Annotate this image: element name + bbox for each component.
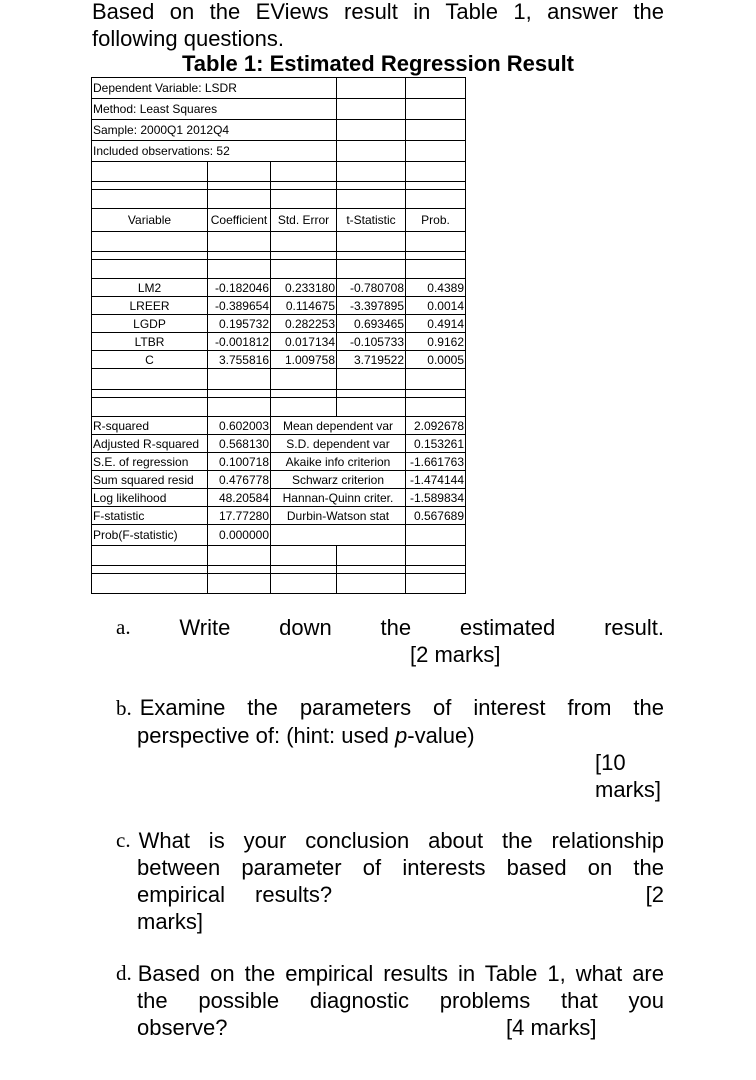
blank-row bbox=[92, 398, 466, 417]
empty-cell bbox=[406, 182, 466, 190]
empty-cell bbox=[92, 398, 208, 417]
empty-cell bbox=[406, 99, 466, 120]
coefficient-value: 3.755816 bbox=[208, 351, 271, 369]
empty-cell bbox=[337, 99, 406, 120]
coefficient-value: 0.114675 bbox=[271, 297, 337, 315]
coefficient-value: -0.780708 bbox=[337, 279, 406, 297]
empty-cell bbox=[406, 260, 466, 279]
coefficient-row bbox=[92, 279, 466, 297]
coefficient-row bbox=[92, 351, 466, 369]
empty-cell bbox=[271, 232, 337, 252]
coefficient-value: 0.4389 bbox=[406, 279, 466, 297]
question-d-text-3: observe? bbox=[137, 1015, 228, 1040]
question-c-marks-2: marks] bbox=[137, 909, 203, 934]
question-d-word: the bbox=[137, 988, 168, 1013]
meta-cell: Included observations: 52 bbox=[92, 141, 337, 162]
meta-row bbox=[92, 78, 466, 99]
statistic-value: 0.100718 bbox=[208, 453, 271, 471]
statistic-row bbox=[92, 507, 466, 525]
empty-cell bbox=[406, 566, 466, 574]
statistic-value: 2.092678 bbox=[406, 417, 466, 435]
coefficient-value: 0.9162 bbox=[406, 333, 466, 351]
variable-name: LTBR bbox=[92, 333, 208, 351]
empty-cell bbox=[208, 398, 271, 417]
empty-cell bbox=[406, 369, 466, 390]
empty-cell bbox=[271, 546, 337, 566]
statistic-value bbox=[406, 525, 466, 546]
column-header: t-Statistic bbox=[337, 209, 406, 232]
empty-cell bbox=[406, 546, 466, 566]
empty-cell bbox=[92, 252, 208, 260]
blank-row bbox=[92, 574, 466, 594]
empty-cell bbox=[271, 566, 337, 574]
blank-row bbox=[92, 369, 466, 390]
variable-name: C bbox=[92, 351, 208, 369]
empty-cell bbox=[406, 162, 466, 182]
question-d-word: you bbox=[628, 988, 664, 1013]
empty-cell bbox=[271, 574, 337, 594]
empty-cell bbox=[208, 566, 271, 574]
statistic-label: F-statistic bbox=[92, 507, 208, 525]
statistic-value: -1.661763 bbox=[406, 453, 466, 471]
coefficient-row bbox=[92, 297, 466, 315]
question-d-marks: [4 marks] bbox=[506, 1015, 597, 1040]
statistic-label: Mean dependent var bbox=[271, 417, 406, 435]
question-b-line-1 bbox=[116, 694, 664, 722]
statistic-value: 17.77280 bbox=[208, 507, 271, 525]
statistic-row bbox=[92, 417, 466, 435]
empty-cell bbox=[208, 369, 271, 390]
variable-name: LM2 bbox=[92, 279, 208, 297]
empty-cell bbox=[406, 120, 466, 141]
empty-cell bbox=[337, 78, 406, 99]
question-b-italic-p: p bbox=[395, 723, 408, 748]
question-b-marks-1: [10 bbox=[595, 750, 626, 775]
coefficient-row bbox=[92, 315, 466, 333]
empty-cell bbox=[271, 162, 337, 182]
empty-cell bbox=[92, 162, 208, 182]
question-d-word: possible bbox=[198, 988, 280, 1013]
empty-cell bbox=[406, 232, 466, 252]
column-header: Std. Error bbox=[271, 209, 337, 232]
meta-cell: Sample: 2000Q1 2012Q4 bbox=[92, 120, 337, 141]
empty-cell bbox=[92, 232, 208, 252]
statistic-label: Adjusted R-squared bbox=[92, 435, 208, 453]
empty-cell bbox=[208, 252, 271, 260]
column-header: Variable bbox=[92, 209, 208, 232]
statistic-value: -1.589834 bbox=[406, 489, 466, 507]
coefficient-value: 0.017134 bbox=[271, 333, 337, 351]
empty-cell bbox=[208, 546, 271, 566]
column-header: Prob. bbox=[406, 209, 466, 232]
statistic-value: 0.567689 bbox=[406, 507, 466, 525]
empty-cell bbox=[271, 260, 337, 279]
blank-row bbox=[92, 260, 466, 279]
empty-cell bbox=[406, 390, 466, 398]
coefficient-value: 0.0005 bbox=[406, 351, 466, 369]
statistic-label: Akaike info criterion bbox=[271, 453, 406, 471]
empty-cell bbox=[337, 390, 406, 398]
meta-cell: Dependent Variable: LSDR bbox=[92, 78, 337, 99]
statistic-row bbox=[92, 453, 466, 471]
empty-cell bbox=[208, 182, 271, 190]
empty-cell bbox=[208, 190, 271, 209]
empty-cell bbox=[271, 190, 337, 209]
meta-row bbox=[92, 120, 466, 141]
empty-cell bbox=[337, 141, 406, 162]
coefficient-value: -3.397895 bbox=[337, 297, 406, 315]
empty-cell bbox=[337, 566, 406, 574]
instructions-line-2: following questions. bbox=[92, 26, 285, 51]
blank-row bbox=[92, 232, 466, 252]
statistic-label: Log likelihood bbox=[92, 489, 208, 507]
question-c-marks-1: [2 bbox=[645, 882, 664, 907]
question-c-line-3 bbox=[116, 881, 664, 908]
statistic-label: Schwarz criterion bbox=[271, 471, 406, 489]
question-c-text-2: between parameter of interests based on the bbox=[137, 855, 664, 880]
statistic-value: 0.153261 bbox=[406, 435, 466, 453]
coefficient-value: 0.195732 bbox=[208, 315, 271, 333]
coefficient-value: 1.009758 bbox=[271, 351, 337, 369]
question-a-word: Write bbox=[179, 615, 231, 640]
question-a-label: a. bbox=[116, 615, 131, 639]
empty-cell bbox=[92, 574, 208, 594]
separator-row bbox=[92, 390, 466, 398]
statistic-value: 48.20584 bbox=[208, 489, 271, 507]
variable-name: LREER bbox=[92, 297, 208, 315]
empty-cell bbox=[271, 398, 337, 417]
statistic-row bbox=[92, 471, 466, 489]
variable-name: LGDP bbox=[92, 315, 208, 333]
question-a bbox=[116, 614, 664, 668]
question-d-line-2 bbox=[116, 987, 664, 1014]
statistic-value: -1.474144 bbox=[406, 471, 466, 489]
question-a-line bbox=[116, 614, 664, 641]
statistic-label bbox=[271, 525, 406, 546]
empty-cell bbox=[208, 232, 271, 252]
coefficient-value: 3.719522 bbox=[337, 351, 406, 369]
statistic-label: Sum squared resid bbox=[92, 471, 208, 489]
question-c bbox=[116, 827, 664, 935]
question-b-text-3: -value) bbox=[407, 723, 475, 748]
empty-cell bbox=[271, 390, 337, 398]
empty-cell bbox=[337, 252, 406, 260]
coefficient-value: 0.0014 bbox=[406, 297, 466, 315]
blank-row bbox=[92, 190, 466, 209]
statistic-row bbox=[92, 435, 466, 453]
instructions bbox=[92, 0, 664, 52]
empty-cell bbox=[406, 141, 466, 162]
statistic-row bbox=[92, 489, 466, 507]
question-b bbox=[116, 694, 664, 803]
empty-cell bbox=[92, 566, 208, 574]
question-b-text-1: Examine the parameters of interest from the bbox=[139, 695, 664, 720]
empty-cell bbox=[337, 398, 406, 417]
question-b-marks-2: marks] bbox=[595, 777, 661, 802]
empty-cell bbox=[92, 260, 208, 279]
question-d-word: diagnostic bbox=[309, 988, 409, 1013]
coefficient-value: -0.182046 bbox=[208, 279, 271, 297]
question-d-line-3 bbox=[116, 1014, 664, 1041]
question-d-text-1: Based on the empirical results in Table 1, what are bbox=[137, 961, 664, 986]
empty-cell bbox=[208, 260, 271, 279]
coefficient-value: -0.001812 bbox=[208, 333, 271, 351]
question-a-word: down bbox=[279, 615, 332, 640]
regression-table bbox=[91, 77, 466, 594]
statistic-value: 0.000000 bbox=[208, 525, 271, 546]
statistic-value: 0.476778 bbox=[208, 471, 271, 489]
empty-cell bbox=[337, 190, 406, 209]
question-d bbox=[116, 960, 664, 1041]
statistic-label: Prob(F-statistic) bbox=[92, 525, 208, 546]
empty-cell bbox=[337, 232, 406, 252]
question-c-word: empirical bbox=[137, 882, 226, 907]
question-c-label: c. bbox=[116, 828, 131, 852]
statistic-label: S.E. of regression bbox=[92, 453, 208, 471]
question-c-word: results? bbox=[255, 882, 333, 907]
empty-cell bbox=[271, 182, 337, 190]
question-b-text-2: perspective of: (hint: used bbox=[137, 723, 396, 748]
separator-row bbox=[92, 566, 466, 574]
empty-cell bbox=[337, 369, 406, 390]
question-d-word: problems bbox=[439, 988, 531, 1013]
table-title: Table 1: Estimated Regression Result bbox=[181, 51, 575, 76]
meta-cell: Method: Least Squares bbox=[92, 99, 337, 120]
instructions-line-1: Based on the EViews result in Table 1, answer the bbox=[92, 0, 664, 24]
question-d-line-1 bbox=[116, 960, 664, 987]
empty-cell bbox=[337, 574, 406, 594]
question-b-line-2 bbox=[116, 722, 664, 749]
statistic-label: S.D. dependent var bbox=[271, 435, 406, 453]
statistic-label: R-squared bbox=[92, 417, 208, 435]
separator-row bbox=[92, 252, 466, 260]
column-header: Coefficient bbox=[208, 209, 271, 232]
question-c-text-1: What is your conclusion about the relationship bbox=[138, 828, 664, 853]
header-row bbox=[92, 209, 466, 232]
meta-row bbox=[92, 141, 466, 162]
empty-cell bbox=[92, 190, 208, 209]
empty-cell bbox=[337, 546, 406, 566]
empty-cell bbox=[406, 252, 466, 260]
question-a-marks: [2 marks] bbox=[410, 642, 501, 667]
statistic-row bbox=[92, 525, 466, 546]
coefficient-value: 0.282253 bbox=[271, 315, 337, 333]
coefficient-value: 0.693465 bbox=[337, 315, 406, 333]
empty-cell bbox=[92, 546, 208, 566]
coefficient-value: -0.105733 bbox=[337, 333, 406, 351]
empty-cell bbox=[271, 369, 337, 390]
statistic-label: Durbin-Watson stat bbox=[271, 507, 406, 525]
question-a-word: estimated bbox=[459, 615, 556, 640]
meta-row bbox=[92, 99, 466, 120]
empty-cell bbox=[92, 390, 208, 398]
empty-cell bbox=[406, 78, 466, 99]
empty-cell bbox=[337, 260, 406, 279]
empty-cell bbox=[208, 574, 271, 594]
question-d-word: that bbox=[561, 988, 598, 1013]
empty-cell bbox=[337, 182, 406, 190]
coefficient-row bbox=[92, 333, 466, 351]
separator-row bbox=[92, 182, 466, 190]
blank-row bbox=[92, 546, 466, 566]
question-a-word: result. bbox=[604, 615, 664, 640]
coefficient-value: -0.389654 bbox=[208, 297, 271, 315]
empty-cell bbox=[271, 252, 337, 260]
question-c-line-1 bbox=[116, 827, 664, 854]
statistic-label: Hannan-Quinn criter. bbox=[271, 489, 406, 507]
blank-row bbox=[92, 162, 466, 182]
empty-cell bbox=[337, 120, 406, 141]
question-b-label: b. bbox=[116, 696, 132, 720]
question-a-word: the bbox=[380, 615, 412, 640]
coefficient-value: 0.233180 bbox=[271, 279, 337, 297]
empty-cell bbox=[92, 182, 208, 190]
statistic-value: 0.602003 bbox=[208, 417, 271, 435]
empty-cell bbox=[208, 162, 271, 182]
statistic-value: 0.568130 bbox=[208, 435, 271, 453]
question-d-label: d. bbox=[116, 961, 132, 985]
empty-cell bbox=[208, 390, 271, 398]
coefficient-value: 0.4914 bbox=[406, 315, 466, 333]
empty-cell bbox=[406, 574, 466, 594]
empty-cell bbox=[406, 398, 466, 417]
empty-cell bbox=[92, 369, 208, 390]
empty-cell bbox=[406, 190, 466, 209]
empty-cell bbox=[337, 162, 406, 182]
